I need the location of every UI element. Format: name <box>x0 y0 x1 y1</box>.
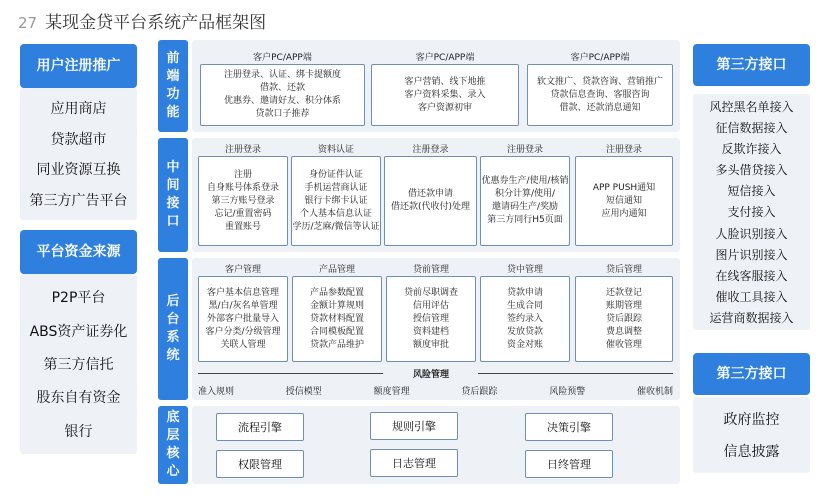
reg-item: 第三方广告平台 <box>29 192 128 209</box>
third-party-api-list <box>693 94 810 330</box>
user-reg-header: 用户注册推广 <box>20 44 137 88</box>
permission-mgmt: 权限管理 <box>216 450 304 478</box>
regulator-item: 信息披露 <box>723 444 780 460</box>
rule-engine: 规则引擎 <box>370 412 458 440</box>
middle-box: 注册 自身账号体系登录 第三方账号登录 忘记/重置密码 重置账号 <box>198 156 288 246</box>
regulator-header: 第三方接口 <box>693 353 810 395</box>
api-item: 多头借贷接入 <box>715 163 788 178</box>
fund-source-header: 平台资金来源 <box>20 230 137 274</box>
front-caption: 客户PC/APP端 <box>415 53 475 63</box>
back-box: 还款登记 账期管理 贷后跟踪 费息调整 催收管理 <box>575 276 673 362</box>
back-caption: 贷中管理 <box>506 265 543 275</box>
regulator-list <box>693 397 810 473</box>
back-box: 贷前尽职调查 信用评估 授信管理 资料建档 额度审批 <box>386 276 476 362</box>
title-text: 某现金贷平台系统产品框架图 <box>45 13 267 33</box>
fund-item: 银行 <box>64 423 93 440</box>
risk-item: 催收机制 <box>636 387 673 397</box>
front-label: 前端功能 <box>158 40 188 132</box>
process-engine: 流程引擎 <box>216 413 304 441</box>
middle-label: 中间接口 <box>158 138 188 252</box>
risk-divider <box>478 373 673 374</box>
fund-item: 第三方信托 <box>43 356 114 373</box>
fund-item: ABS资产证券化 <box>29 323 128 340</box>
front-box: 注册登录、认证、绑卡提额度 借款、还款 优惠券、邀请好友、积分体系 贷款口子推荐 <box>200 64 365 126</box>
middle-caption: 注册登录 <box>224 145 261 155</box>
risk-title: 风险管理 <box>412 370 449 380</box>
middle-box: 身份证件认证 手机运营商认证 银行卡绑卡认证 个人基本信息认证 学历/芝麻/微信等认证 <box>291 156 381 246</box>
api-item: 催收工具接入 <box>715 289 788 304</box>
middle-box: APP PUSH通知 短信通知 应用内通知 <box>575 156 673 246</box>
back-caption: 客户管理 <box>224 265 261 275</box>
reg-item: 同业资源互换 <box>36 162 121 179</box>
decision-engine: 决策引擎 <box>525 413 613 441</box>
back-box: 产品参数配置 金额计算规则 贷款材料配置 合同模板配置 贷款产品维护 <box>292 276 382 362</box>
back-caption: 产品管理 <box>318 265 355 275</box>
log-mgmt: 日志管理 <box>370 449 458 477</box>
api-item: 征信数据接入 <box>715 121 788 136</box>
front-box: 客户营销、线下地推 客户资料采集、录入 客户资源初审 <box>371 64 519 126</box>
reg-item: 应用商店 <box>50 101 107 118</box>
api-item: 支付接入 <box>727 205 776 220</box>
middle-box: 借还款申请 借还款(代收付)处理 <box>384 156 477 246</box>
reg-item: 贷款超市 <box>50 131 107 148</box>
api-item: 反欺诈接入 <box>721 142 782 157</box>
front-caption: 客户PC/APP端 <box>253 53 312 63</box>
fund-item: P2P平台 <box>51 290 106 307</box>
api-item: 运营商数据接入 <box>709 310 794 325</box>
risk-items <box>198 384 673 397</box>
back-box: 贷款申请 生成合同 签约录入 发放贷款 资金对账 <box>480 276 570 362</box>
middle-caption: 资料认证 <box>317 145 354 155</box>
back-box: 客户基本信息管理 黑/白/灰名单管理 外部客户批量导入 客户分类/分级管理 关联人管理 <box>198 276 288 362</box>
api-item: 在线客服接入 <box>715 268 788 283</box>
api-item: 人脸识别接入 <box>715 226 788 241</box>
back-caption: 贷前管理 <box>412 265 449 275</box>
api-item: 风控黑名单接入 <box>709 100 794 115</box>
risk-item: 贷后跟踪 <box>461 387 498 397</box>
page-number: 27 <box>18 14 38 32</box>
front-caption: 客户PC/APP端 <box>570 53 630 63</box>
risk-divider <box>198 373 383 374</box>
api-item: 图片识别接入 <box>715 247 788 262</box>
middle-caption: 注册登录 <box>605 145 642 155</box>
bottom-label: 底层核心 <box>158 406 188 484</box>
third-party-api-header: 第三方接口 <box>693 44 810 86</box>
middle-box: 优惠券生产/使用/核销 积分计算/使用/ 邀请码生产/奖励 第三方同行H5页面 <box>480 156 570 246</box>
user-reg-list <box>20 88 137 220</box>
risk-item: 准入规则 <box>198 387 235 397</box>
risk-item: 额度管理 <box>373 387 410 397</box>
middle-caption: 注册登录 <box>506 145 543 155</box>
middle-caption: 注册登录 <box>412 145 449 155</box>
fund-source-list <box>20 274 137 454</box>
risk-item: 授信模型 <box>285 387 322 397</box>
regulator-item: 政府监控 <box>723 412 780 428</box>
page-title <box>18 8 266 33</box>
api-item: 短信接入 <box>727 184 776 199</box>
risk-item: 风险预警 <box>549 387 586 397</box>
front-box: 软文推广、贷款咨询、营销推广 贷款信息查询、客服咨询 借款、还款消息通知 <box>527 64 673 126</box>
end-of-day-mgmt: 日终管理 <box>525 450 613 478</box>
fund-item: 股东自有资金 <box>36 390 121 407</box>
back-caption: 贷后管理 <box>605 265 642 275</box>
back-label: 后台系统 <box>158 258 188 400</box>
